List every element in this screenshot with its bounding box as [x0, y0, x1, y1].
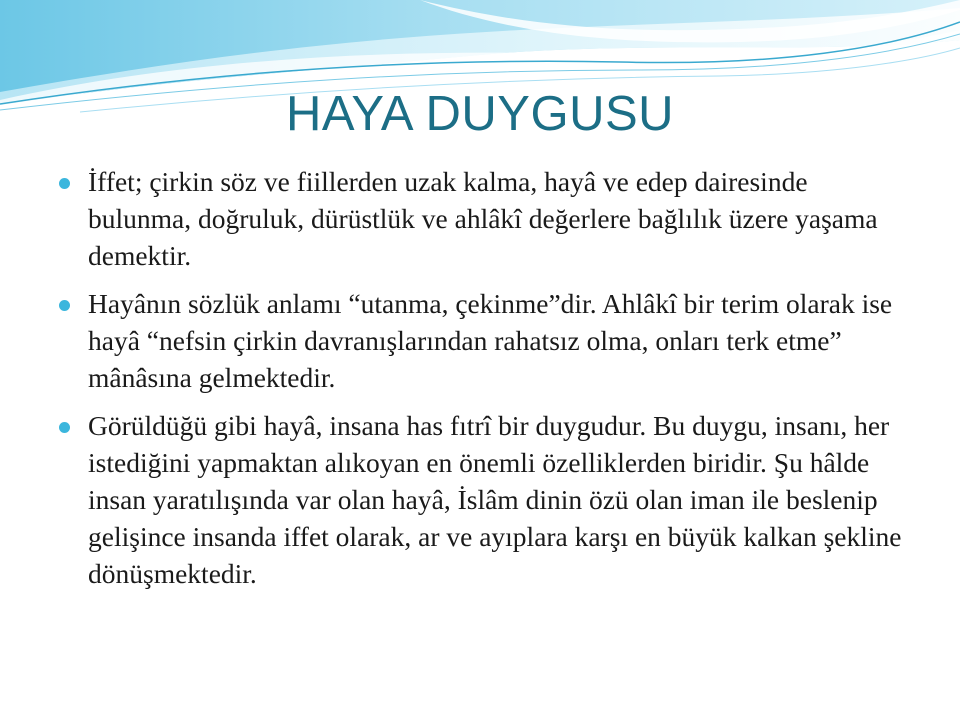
bullet-dot-icon — [59, 178, 70, 189]
slide-title: HAYA DUYGUSU — [285, 87, 675, 141]
bullet-item — [62, 285, 912, 396]
bullet-item — [62, 407, 912, 592]
bullet-item — [62, 163, 912, 274]
bullet-dot-icon — [59, 422, 70, 433]
bullet-text: İffet; çirkin söz ve fiillerden uzak kalma, hayâ ve edep dairesinde bulunma, doğruluk, dürüstlük ve ahlâkî değerlere bağlılık üzere yaşama demektir. — [88, 166, 878, 271]
bullet-dot-icon — [59, 300, 70, 311]
bullet-list — [62, 163, 912, 603]
bullet-text: Hayânın sözlük anlamı “utanma, çekinme”dir. Ahlâkî bir terim olarak ise hayâ “nefsin çirkin davranışlarından rahatsız olma, onları terk etme” mânâsına gelmektedir. — [88, 288, 893, 393]
bullet-text: Görüldüğü gibi hayâ, insana has fıtrî bir duygudur. Bu duygu, insanı, her istediğini yapmaktan alıkoyan en önemli özelliklerden biridir. Şu hâlde insan yaratılışında var olan hayâ, İslâm dinin özü olan iman ile beslenip gelişince insanda iffet olarak, ar ve ayıplara karşı en büyük kalkan şekline dönüşmektedir. — [88, 410, 902, 589]
